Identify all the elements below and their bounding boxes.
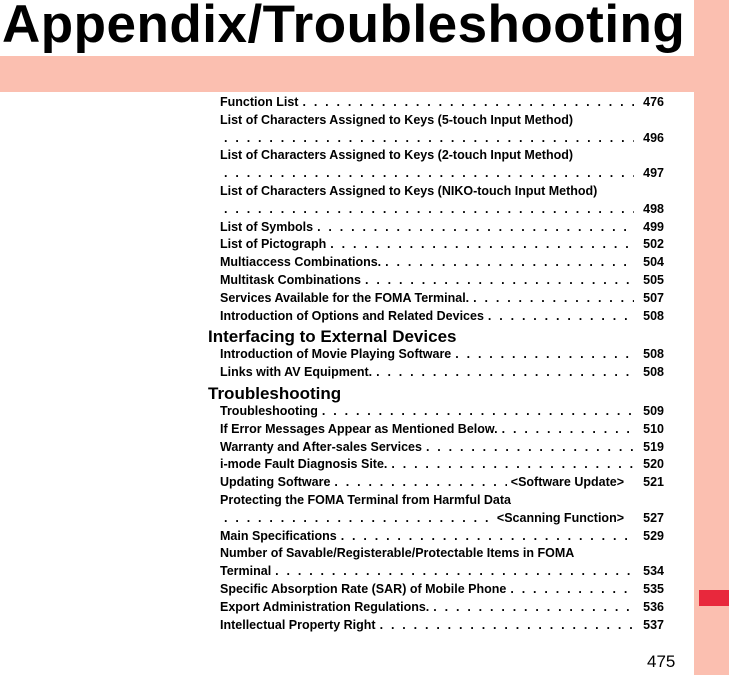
dot-leader [502, 421, 634, 439]
toc-entry-page: 507 [643, 290, 664, 305]
toc-entry-line [220, 510, 664, 528]
toc-entry-page: 508 [643, 308, 664, 323]
toc-entry-label: Main Specifications [220, 528, 337, 543]
toc-entry-label: List of Characters Assigned to Keys (5-touch Input Method) [220, 112, 574, 127]
toc-entry-label: Services Available for the FOMA Terminal. [220, 290, 470, 305]
dot-leader [224, 165, 634, 183]
toc-entry-line [220, 254, 664, 272]
section-heading: Troubleshooting [208, 383, 342, 403]
toc-entry-label: Specific Absorption Rate (SAR) of Mobile Phone [220, 581, 507, 596]
toc-entry-line [220, 364, 664, 382]
toc-entry[interactable] [220, 272, 664, 290]
toc-entry[interactable] [220, 599, 664, 617]
toc-entry-page: 520 [643, 457, 664, 472]
toc-entry-label: Multiaccess Combinations. [220, 255, 382, 270]
page-number: 475 [647, 652, 676, 671]
toc-entry-label: Troubleshooting [220, 403, 318, 418]
dot-leader [341, 528, 634, 546]
dot-leader [385, 254, 634, 272]
toc-entry-page: 536 [643, 599, 664, 614]
dot-leader [380, 617, 634, 635]
dot-leader [334, 474, 506, 492]
toc-entry-line [220, 528, 664, 546]
toc-entry-page: 476 [643, 95, 664, 109]
toc-entry[interactable] [220, 236, 664, 254]
toc-entry-label: List of Symbols [220, 219, 314, 234]
toc-entry-page: 534 [643, 564, 664, 579]
toc-entry-page: 535 [643, 581, 664, 596]
toc-entry-line [220, 290, 664, 308]
toc-entry-line [220, 346, 664, 364]
toc-entry-page: 498 [643, 201, 664, 216]
toc-entry-line [220, 474, 664, 492]
toc-entry-page: 509 [643, 403, 664, 418]
toc-entry-page: 510 [643, 421, 664, 436]
section-heading: Interfacing to External Devices [208, 327, 457, 347]
toc-entry-line [220, 599, 664, 617]
toc-entry[interactable] [220, 617, 664, 635]
dot-leader [224, 510, 493, 528]
toc-entry-label: If Error Messages Appear as Mentioned Below. [220, 421, 498, 436]
toc-entry-line [220, 563, 664, 581]
toc-entry-line [220, 201, 664, 219]
toc-entry-label: Terminal [220, 564, 272, 579]
toc-entry-label: i-mode Fault Diagnosis Site. [220, 457, 388, 472]
toc-entry[interactable] [220, 290, 664, 308]
dot-leader [488, 308, 634, 326]
toc-entry-line [220, 403, 664, 421]
dot-leader [275, 563, 634, 581]
toc-entry-line [220, 219, 664, 237]
toc-entry-line [220, 94, 664, 112]
toc-entry-line [220, 130, 664, 148]
dot-leader [330, 236, 634, 254]
toc-entry-page: 499 [643, 219, 664, 234]
toc-entry[interactable] [220, 439, 664, 457]
toc-entry-page: 508 [643, 347, 664, 362]
toc-entry-line [220, 165, 664, 183]
dot-leader [365, 272, 634, 290]
dot-leader [426, 439, 634, 457]
toc-entry-line [220, 236, 664, 254]
toc-entry[interactable] [220, 403, 664, 421]
toc-entry-label: Introduction of Options and Related Devices [220, 308, 484, 323]
toc-entry[interactable] [220, 456, 664, 474]
toc-entry-label: Function List [220, 95, 299, 109]
toc-entry[interactable] [220, 112, 664, 148]
toc-entry-suffix: <Software Update> [510, 475, 624, 490]
toc-entry-page: 504 [643, 255, 664, 270]
toc-entry[interactable] [220, 147, 664, 183]
toc-entry-label: Introduction of Movie Playing Software [220, 347, 452, 362]
toc-entry[interactable] [220, 421, 664, 439]
toc-entry-line [220, 272, 664, 290]
toc-entry-line [220, 439, 664, 457]
toc-entry-label: List of Pictograph [220, 237, 327, 252]
toc-entry[interactable] [220, 474, 664, 492]
toc-entry-label: Warranty and After-sales Services [220, 439, 422, 454]
toc-entry-label: List of Characters Assigned to Keys (NIKO-touch Input Method) [220, 183, 598, 198]
side-color-band [694, 0, 729, 675]
toc-entry-page: 508 [643, 365, 664, 380]
dot-leader [473, 290, 634, 308]
toc-entry-page: 497 [643, 166, 664, 181]
page-title: Appendix/Troubleshooting [2, 0, 686, 54]
toc-entry-page: 519 [643, 439, 664, 454]
dot-leader [302, 94, 634, 112]
toc-entry-line [220, 492, 664, 510]
toc-entry-label: Updating Software [220, 475, 331, 490]
dot-leader [510, 581, 634, 599]
toc-entry-line [220, 545, 664, 563]
toc-entry-page: 521 [643, 475, 664, 490]
title-color-band [0, 56, 694, 92]
toc-entry[interactable] [220, 528, 664, 546]
toc-entry-line [220, 183, 664, 201]
toc-entry-suffix: <Scanning Function> [496, 510, 624, 525]
toc-entry-line [220, 421, 664, 439]
dot-leader [322, 403, 634, 421]
toc-entry-line [220, 147, 664, 165]
toc-entry[interactable] [220, 545, 664, 581]
toc-entry-page: 537 [643, 617, 664, 632]
table-of-contents [208, 94, 664, 634]
chapter-index-tab [699, 590, 729, 606]
toc-entry-line [220, 456, 664, 474]
toc-entry-line [220, 308, 664, 326]
toc-entry-page: 529 [643, 528, 664, 543]
toc-entry-line [220, 617, 664, 635]
dot-leader [224, 130, 634, 148]
toc-entry[interactable] [220, 364, 664, 382]
toc-entry-label: Links with AV Equipment. [220, 365, 373, 380]
dot-leader [376, 364, 634, 382]
toc-entry[interactable] [220, 308, 664, 326]
dot-leader [391, 456, 634, 474]
toc-entry-label: Intellectual Property Right [220, 617, 376, 632]
toc-entry-page: 527 [643, 510, 664, 525]
dot-leader [317, 219, 634, 237]
dot-leader [433, 599, 634, 617]
toc-entry-label: Export Administration Regulations. [220, 599, 430, 614]
dot-leader [224, 201, 634, 219]
toc-entry[interactable] [220, 183, 664, 219]
toc-entry-label: Multitask Combinations [220, 272, 361, 287]
toc-entry[interactable] [220, 492, 664, 528]
toc-entry[interactable] [220, 581, 664, 599]
toc-entry-label: Protecting the FOMA Terminal from Harmful Data [220, 492, 512, 507]
toc-entry[interactable] [220, 94, 664, 112]
toc-entry-label: List of Characters Assigned to Keys (2-touch Input Method) [220, 148, 574, 163]
toc-entry-page: 502 [643, 237, 664, 252]
toc-entry-page: 496 [643, 130, 664, 145]
toc-entry[interactable] [220, 219, 664, 237]
toc-entry-label: Number of Savable/Registerable/Protectable Items in FOMA [220, 546, 575, 561]
toc-entry[interactable] [220, 346, 664, 364]
toc-entry-page: 505 [643, 272, 664, 287]
toc-entry-line [220, 581, 664, 599]
dot-leader [455, 346, 634, 364]
toc-entry-line [220, 112, 664, 130]
toc-entry[interactable] [220, 254, 664, 272]
